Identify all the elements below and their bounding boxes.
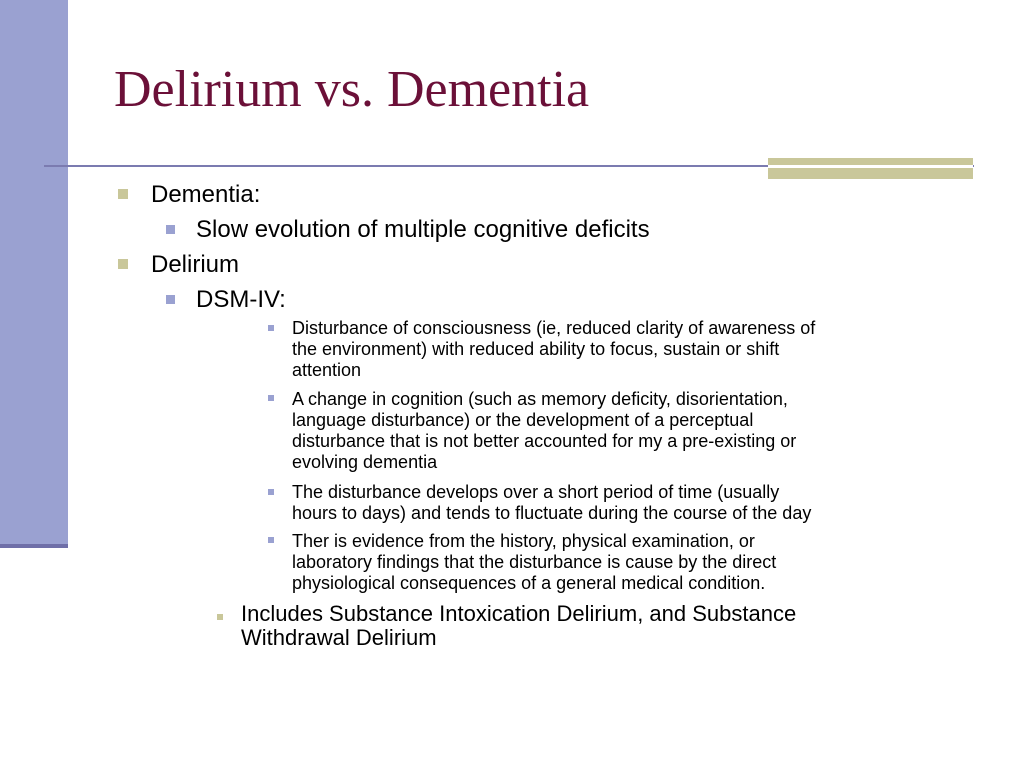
bullet-level1: Dementia: (151, 181, 261, 208)
bullet-line: attention (292, 360, 362, 380)
bullet-level3 (292, 389, 796, 473)
bullet-line: disturbance that is not better accounted for my a pre-existing or (292, 431, 797, 451)
bullet-line: physiological consequences of a general medical condition. (292, 573, 766, 593)
bullet-marker (268, 325, 274, 331)
bullet-line: A change in cognition (such as memory deficity, disorientation, (292, 389, 788, 409)
bullet-line: Withdrawal Delirium (241, 625, 437, 650)
bullet-line: the environment) with reduced ability to focus, sustain or shift (292, 339, 780, 359)
bullet-marker (268, 489, 274, 495)
bullet-level3 (292, 482, 811, 524)
bullet-line: Includes Substance Intoxication Delirium, and Substance (241, 601, 797, 626)
bullet-marker (268, 537, 274, 543)
bullet-marker (217, 614, 223, 620)
bullet-line: Disturbance of consciousness (ie, reduced clarity of awareness of (292, 318, 816, 338)
bullet-line: evolving dementia (292, 452, 438, 472)
bullet-line: laboratory findings that the disturbance is cause by the direct (292, 552, 777, 572)
bullet-line: language disturbance) or the development of a perceptual (292, 410, 754, 430)
bullet-marker (268, 395, 274, 401)
bullet-level2: Slow evolution of multiple cognitive deficits (196, 216, 650, 243)
bullet-marker (166, 225, 175, 234)
bullet-marker (118, 189, 128, 199)
bullet-line: Ther is evidence from the history, physical examination, or (292, 531, 755, 551)
bullet-line: hours to days) and tends to fluctuate during the course of the day (292, 503, 812, 523)
bullet-level1: Delirium (151, 251, 240, 278)
bullet-level3 (292, 318, 815, 381)
bullet-level4 (241, 602, 796, 650)
bullet-level3 (292, 531, 776, 594)
slide-title: Delirium vs. Dementia (114, 61, 590, 118)
bullet-marker (166, 295, 175, 304)
bullet-level2: DSM-IV: (196, 286, 286, 313)
bullet-line: The disturbance develops over a short period of time (usually (292, 482, 780, 502)
bullet-marker (118, 259, 128, 269)
